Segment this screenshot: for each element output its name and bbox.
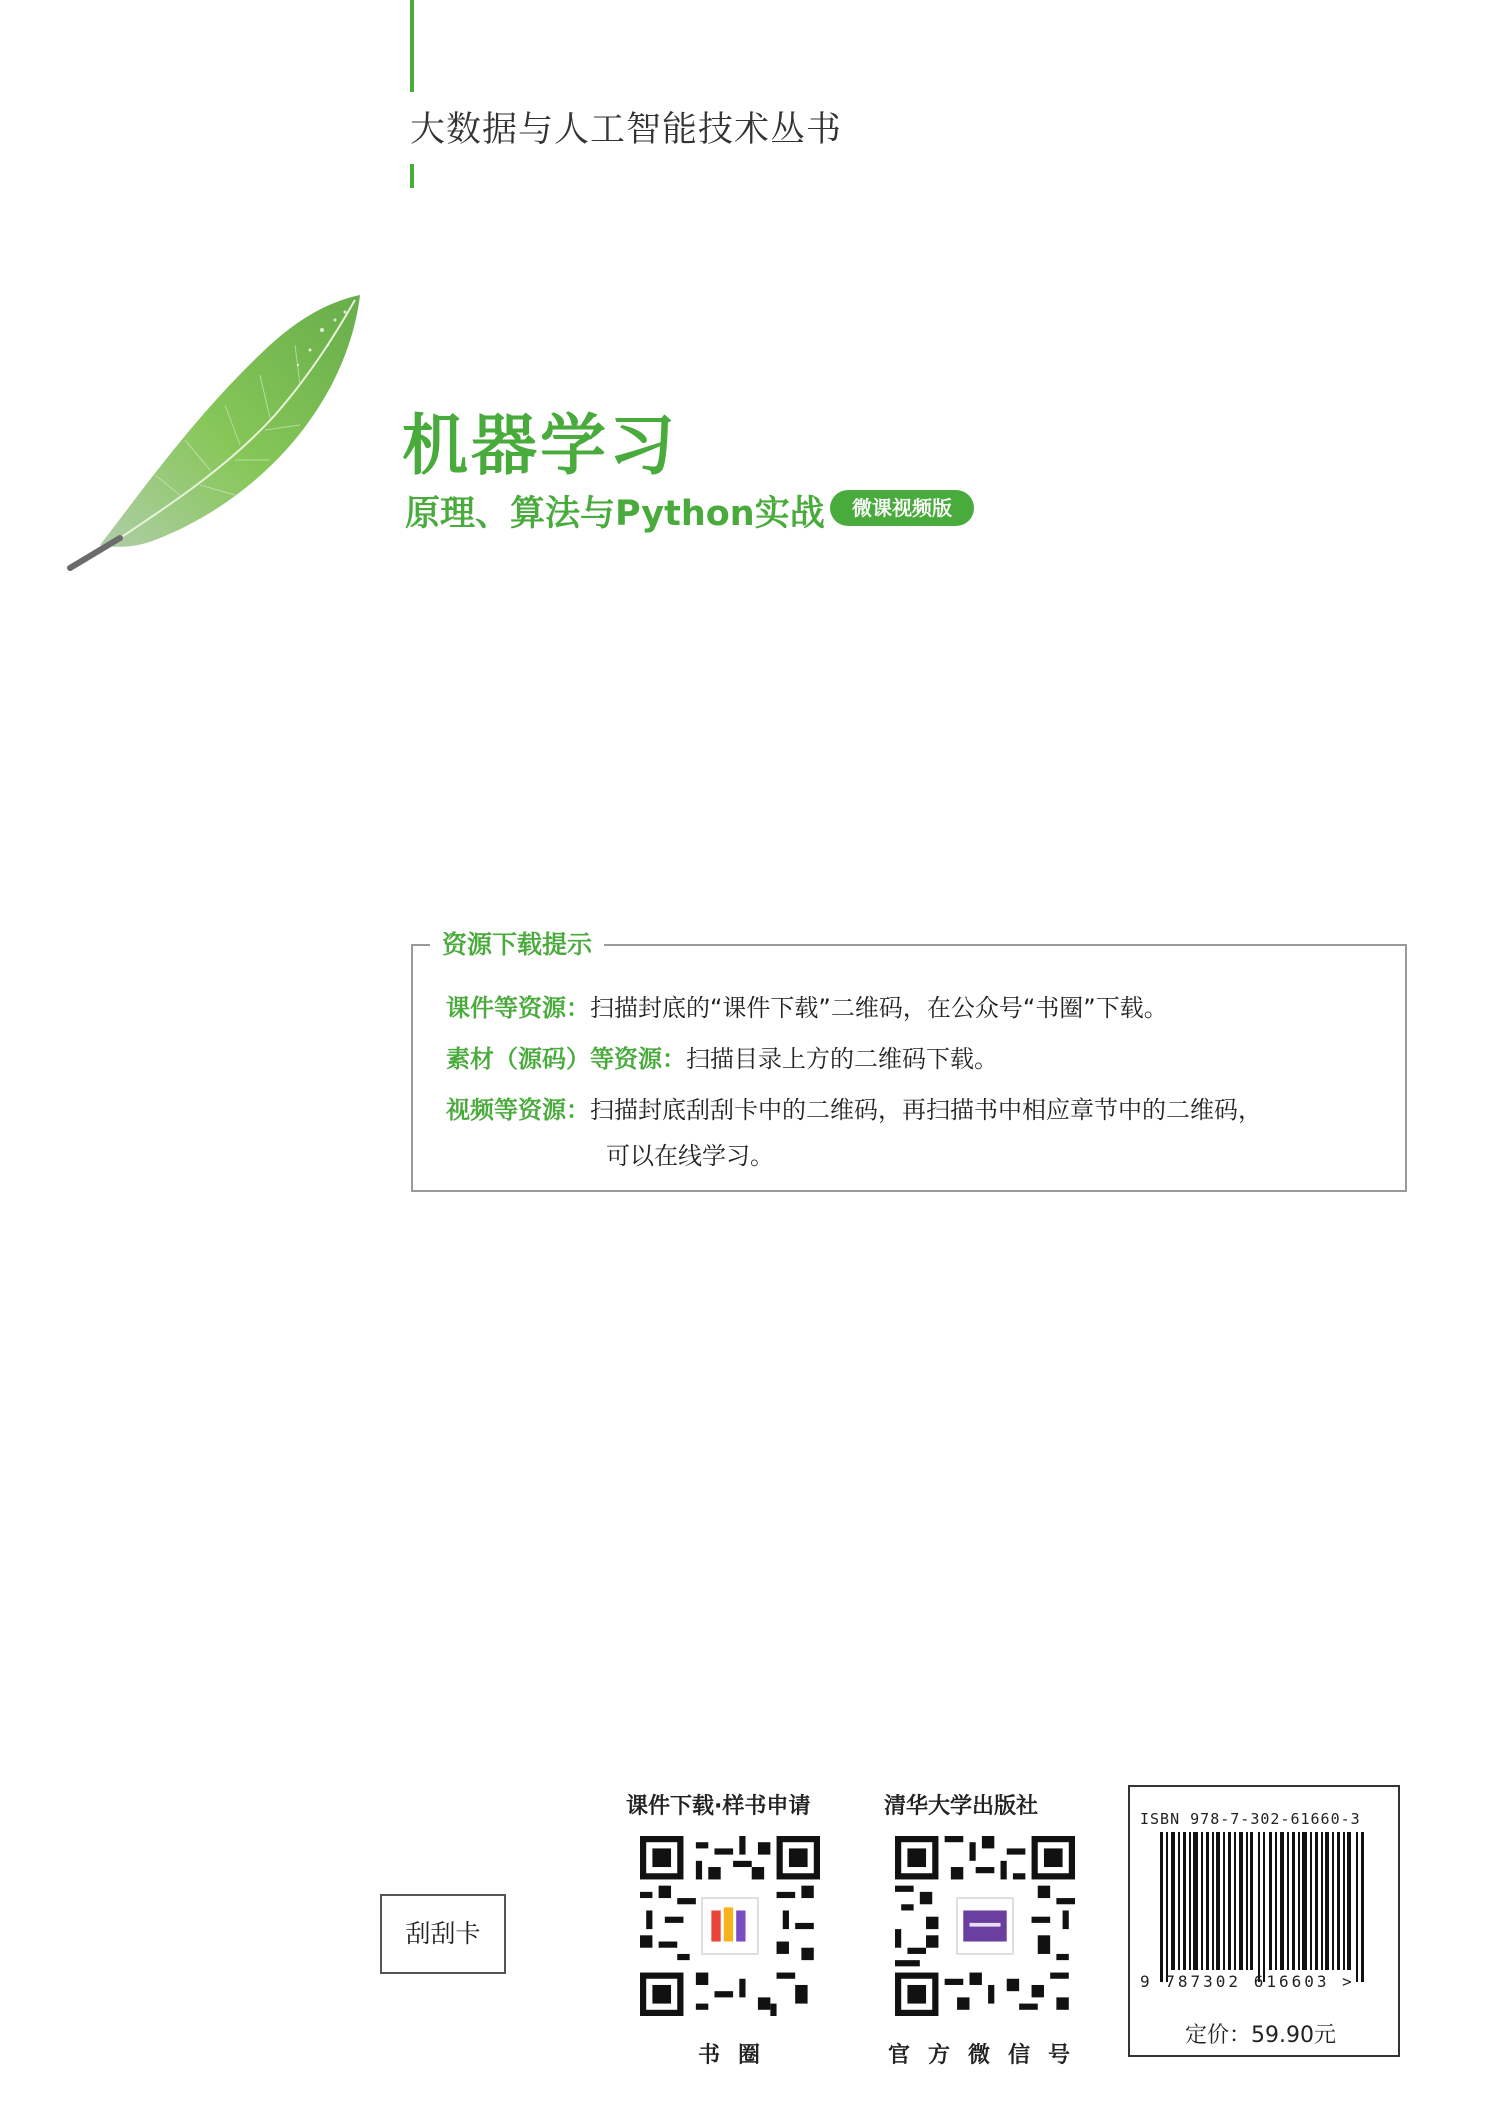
resource-line-video-continued: 可以在线学习。	[606, 1142, 774, 1170]
scratch-card: 刮刮卡	[380, 1894, 506, 1974]
qr-heading-courseware: 课件下载·样书申请	[626, 1794, 811, 1819]
qr-heading-publisher: 清华大学出版社	[884, 1794, 1039, 1819]
qr-code-icon	[640, 1836, 820, 2016]
resource-text: 扫描封底的“课件下载”二维码，在公众号“书圈”下载。	[590, 994, 1168, 1022]
book-subtitle: 原理、算法与Python实战	[405, 494, 825, 534]
qr-code-icon	[895, 1836, 1075, 2016]
series-accent-line	[410, 164, 414, 188]
resource-label: 视频等资源：	[446, 1096, 590, 1124]
resource-label: 课件等资源：	[446, 994, 590, 1022]
top-accent-line	[410, 0, 414, 92]
barcode-digit-groups: 9 787302 616603	[1140, 1972, 1330, 1991]
qr-caption-shuquan: 书圈	[698, 2043, 779, 2068]
qr-caption-official-wechat: 官方微信号	[888, 2043, 1089, 2068]
book-title: 机器学习	[402, 407, 678, 484]
feather-illustration	[60, 290, 380, 590]
isbn-number: ISBN 978-7-302-61660-3	[1140, 1810, 1361, 1828]
series-title: 大数据与人工智能技术丛书	[410, 110, 843, 150]
price-label: 定价：59.90元	[1185, 2023, 1336, 2048]
resource-label: 素材（源码）等资源：	[446, 1045, 686, 1073]
resource-line-source	[446, 1039, 998, 1074]
resource-line-courseware	[446, 988, 1168, 1023]
barcode-tail-mark: >	[1342, 1972, 1355, 1991]
resource-text: 扫描目录上方的二维码下载。	[686, 1045, 998, 1073]
resource-box-heading: 资源下载提示	[430, 925, 604, 961]
barcode-digits	[1140, 1972, 1355, 1991]
barcode	[1140, 1832, 1390, 1990]
resource-line-video	[446, 1090, 1262, 1125]
resource-text: 扫描封底刮刮卡中的二维码，再扫描书中相应章节中的二维码，	[590, 1096, 1262, 1124]
edition-badge: 微课视频版	[830, 490, 974, 526]
